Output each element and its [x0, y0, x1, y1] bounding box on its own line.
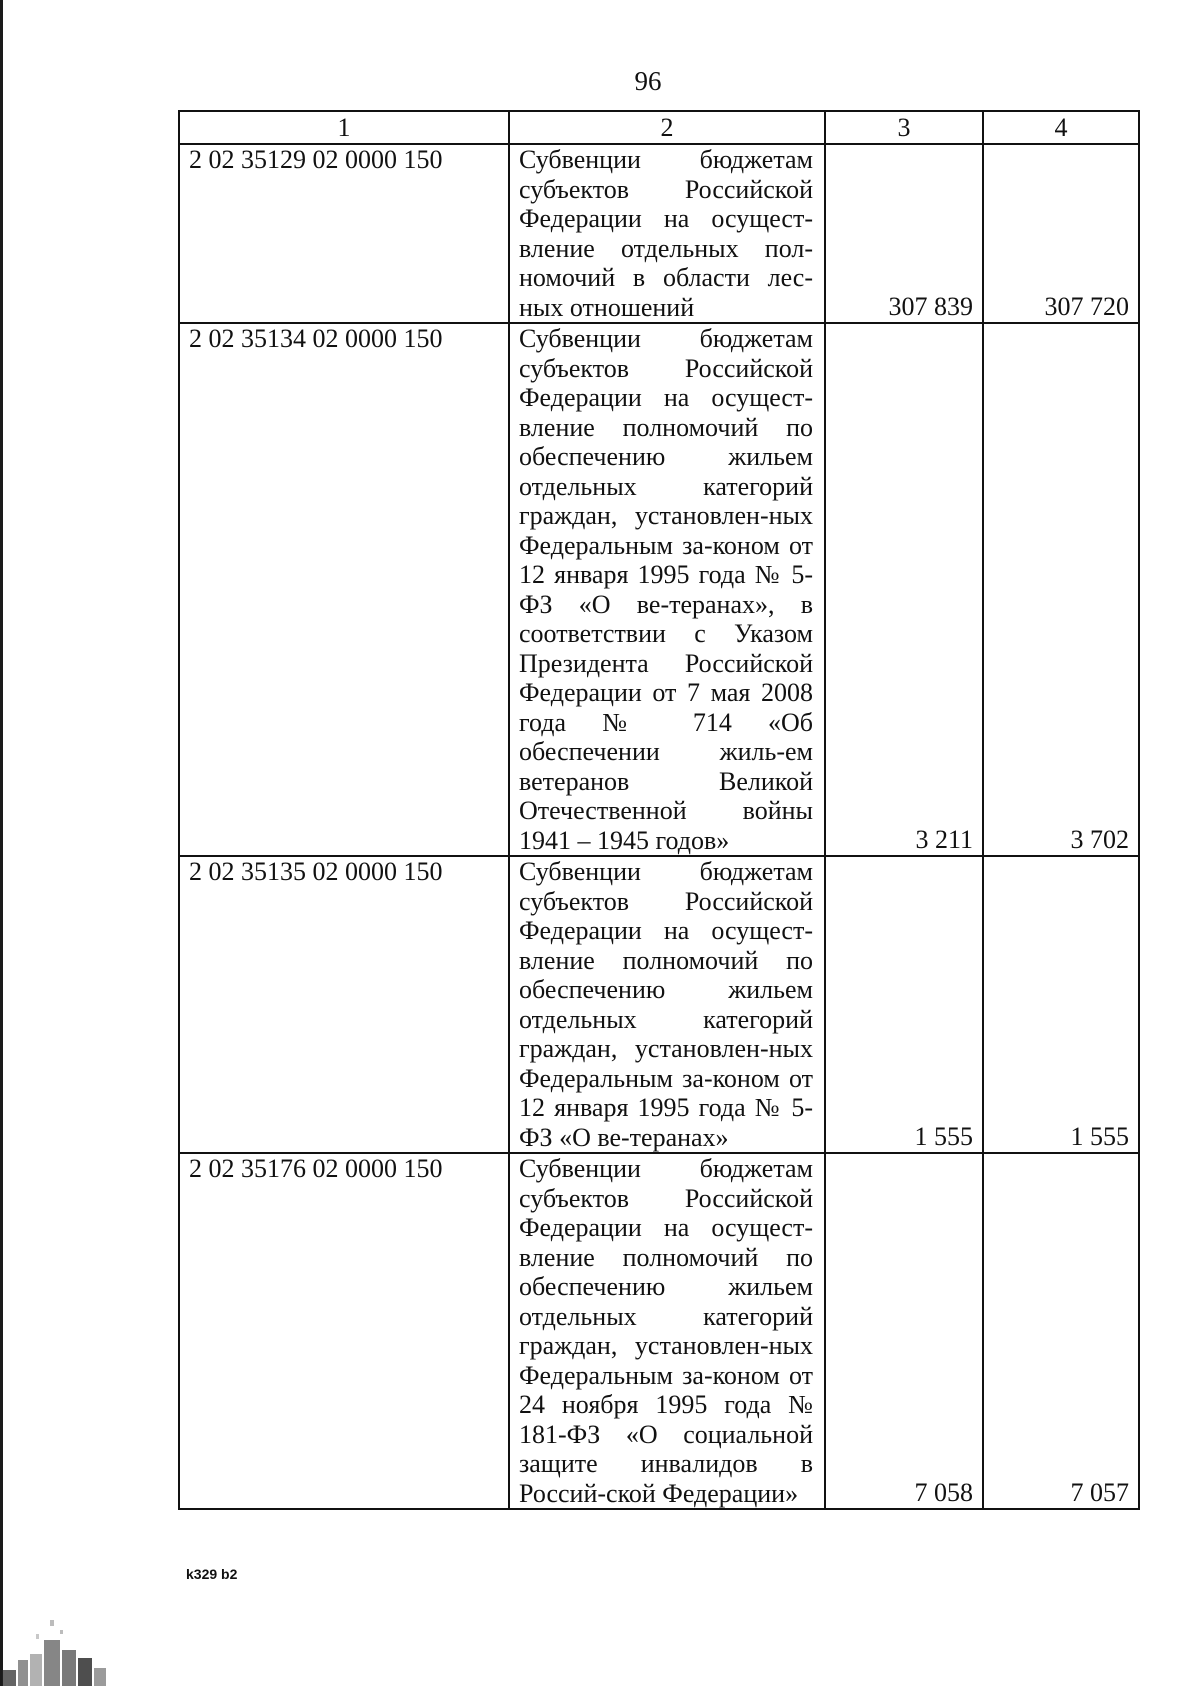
column-header-2: 2: [509, 111, 825, 144]
budget-code: 2 02 35135 02 0000 150: [179, 856, 509, 1153]
row-description: Субвенции бюджетам субъектов Российской Федерации на осущест-вление полномочий по обеспечению жильем отдельных категорий граждан, установлен-ных Федеральным за-коном от 24 ноября 1995 года № 181-ФЗ «О социальной защите инвалидов в Россий-ской Федерации»: [509, 1153, 825, 1509]
footer-document-code: k329 b2: [186, 1566, 238, 1582]
amount-column-4: 7 057: [983, 1153, 1139, 1509]
scan-noise-artifact: [0, 1610, 110, 1686]
row-description: Субвенции бюджетам субъектов Российской Федерации на осущест-вление отдельных пол-номочий в области лес-ных отношений: [509, 144, 825, 323]
amount-column-4: 3 702: [983, 323, 1139, 856]
column-header-4: 4: [983, 111, 1139, 144]
amount-column-3: 307 839: [825, 144, 983, 323]
table-row: [179, 1153, 1139, 1509]
column-header-1: 1: [179, 111, 509, 144]
amount-column-4: 307 720: [983, 144, 1139, 323]
budget-code: 2 02 35134 02 0000 150: [179, 323, 509, 856]
table-row: [179, 323, 1139, 856]
row-description: Субвенции бюджетам субъектов Российской Федерации на осущест-вление полномочий по обеспечению жильем отдельных категорий граждан, установлен-ных Федеральным за-коном от 12 января 1995 года № 5-ФЗ «О ве-теранах»: [509, 856, 825, 1153]
amount-column-4: 1 555: [983, 856, 1139, 1153]
amount-column-3: 3 211: [825, 323, 983, 856]
page-number: 96: [634, 66, 662, 96]
budget-code: 2 02 35129 02 0000 150: [179, 144, 509, 323]
column-header-3: 3: [825, 111, 983, 144]
budget-table: [178, 110, 1140, 1510]
amount-column-3: 7 058: [825, 1153, 983, 1509]
amount-column-3: 1 555: [825, 856, 983, 1153]
budget-code: 2 02 35176 02 0000 150: [179, 1153, 509, 1509]
row-description: Субвенции бюджетам субъектов Российской Федерации на осущест-вление полномочий по обеспечению жильем отдельных категорий граждан, установлен-ных Федеральным за-коном от 12 января 1995 года № 5-ФЗ «О ве-теранах», в соответствии с Указом Президента Российской Федерации от 7 мая 2008 года № 714 «Об обеспечении жиль-ем ветеранов Великой Отечественной войны 1941 – 1945 годов»: [509, 323, 825, 856]
scan-page-edge: [0, 0, 3, 1686]
table-header-row: [179, 111, 1139, 144]
table-row: [179, 144, 1139, 323]
table-row: [179, 856, 1139, 1153]
